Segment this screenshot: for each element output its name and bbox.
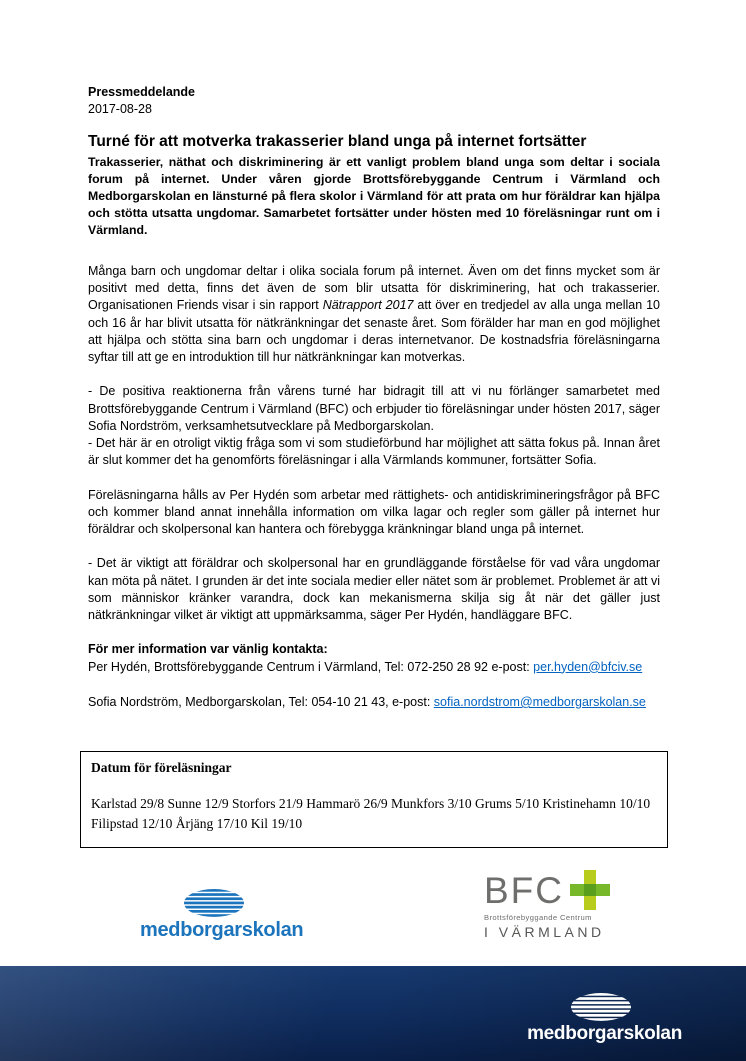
lead-paragraph: Trakasserier, näthat och diskriminering är ett vanligt problem bland unga som deltar i sociala forum på internet. Under våren gjorde Brottsförebyggande Centrum i Värmland och Medborgarskolan en länsturné på flera skolor i Värmland för att prata om hur föräldrar kan hjälpa och stötta utsatta ungdomar. Samarbetet fortsätter under hösten med 10 föreläsningar runt om i Värmland. [88, 155, 660, 237]
medborgarskolan-wordmark: medborgarskolan [140, 919, 304, 942]
bfc-cross-icon [570, 870, 610, 910]
p1-report-title: Nätrapport 2017 [322, 298, 414, 313]
doc-type-label: Pressmeddelande [88, 85, 195, 99]
contact-heading: För mer information var vänlig kontakta: [88, 642, 328, 657]
footer-medborgarskolan-logo [527, 992, 682, 1043]
doc-date: 2017-08-28 [88, 101, 152, 116]
email-link-sofia[interactable]: sofia.nordstrom@medborgarskolan.se [433, 694, 646, 709]
quote-paragraph-per: - Det är viktigt att föräldrar och skolpersonal har en grundläggande förståelse för vad våra ungdomar kan möta på nätet. I grunden är det inte sociala medier eller nätet som är problemet. Problemet är att vi som människor kränker varandra, dock kan mekanismerna skilja sig åt när det gäller just nätkränkningar vilket är viktigt att uppmärksamma, säger Per Hydén, handläggare BFC. [88, 556, 660, 623]
email-link-per[interactable]: per.hyden@bfciv.se [533, 659, 643, 674]
bfc-region-label: I VÄRMLAND [484, 924, 605, 941]
contact-line-sofia [88, 694, 660, 711]
bfc-subtitle: Brottsförebyggande Centrum [484, 913, 592, 923]
footer-banner [0, 966, 746, 1061]
lecture-dates-title: Datum för föreläsningar [91, 760, 232, 776]
lecture-dates-list: Karlstad 29/8 Sunne 12/9 Storfors 21/9 Hammarö 26/9 Munkfors 3/10 Grums 5/10 Kristinehamn 10/10 Filipstad 12/10 Årjäng 17/10 Kil 19/10 [91, 796, 651, 831]
footer-medborgarskolan-wordmark: medborgarskolan [527, 1023, 682, 1045]
body-paragraph-2: Föreläsningarna hålls av Per Hydén som arbetar med rättighets- och antidiskrimineringsfrågor på BFC och kommer bland annat innehålla information om vilka lagar och regler som gäller på internet hur föräldrar och skolpersonal kan hantera och förebygga kränkningar bland unga på internet. [88, 487, 660, 537]
medborgarskolan-logo [140, 888, 303, 940]
bfc-logo [484, 870, 610, 941]
bfc-logo-top [484, 870, 610, 912]
p1-after: att över en tredjedel av alla unga mellan 10 och 16 år har blivit utsatta för nätkränkningar det senaste året. Som förälder har man en god möjlighet att hjälpa och stötta sina barn och ungdomar i deras internetvanor. De kostnadsfria föreläsningarna syftar till att ge en introduktion till hur nätkränkningar kan motverkas. [88, 298, 660, 365]
p1-before: Många barn och ungdomar deltar i olika sociala forum på internet. Även om det finns mycket som är positivt med detta, finns det även de som blir utsatta för diskriminering, hat och trakasserier. Organisationen Friends visar i sin rapport [88, 263, 660, 313]
quote-paragraph-sofia-2: - Det här är en otroligt viktig fråga som vi som studieförbund har möjlighet att sätta fokus på. Innan året är slut kommer det ha genomförts föreläsningar i alla Värmlands kommuner, fortsätter Sofia. [88, 436, 660, 468]
body-paragraph-1 [88, 263, 660, 367]
contact-per-text: Per Hydén, Brottsförebyggande Centrum i Värmland, Tel: 072-250 28 92 e-post: [88, 659, 534, 674]
medborgarskolan-globe-icon [182, 888, 246, 918]
bfc-wordmark: BFC [484, 870, 564, 912]
contact-sofia-text: Sofia Nordström, Medborgarskolan, Tel: 054-10 21 43, e-post: [88, 694, 434, 709]
page-title: Turné för att motverka trakasserier bland unga på internet fortsätter [88, 132, 587, 150]
logo-row [140, 870, 610, 942]
lecture-dates-box [80, 751, 668, 848]
quote-paragraph-sofia-1: - De positiva reaktionerna från vårens turné har bidragit till att vi nu förlänger samarbetet med Brottsförebyggande Centrum i Värmland (BFC) och erbjuder tio föreläsningar under hösten 2017, säger Sofia Nordström, verksamhetsutvecklare på Medborgarskolan. [88, 384, 660, 433]
footer-medborgarskolan-globe-icon [569, 992, 633, 1022]
contact-line-per [88, 659, 660, 676]
